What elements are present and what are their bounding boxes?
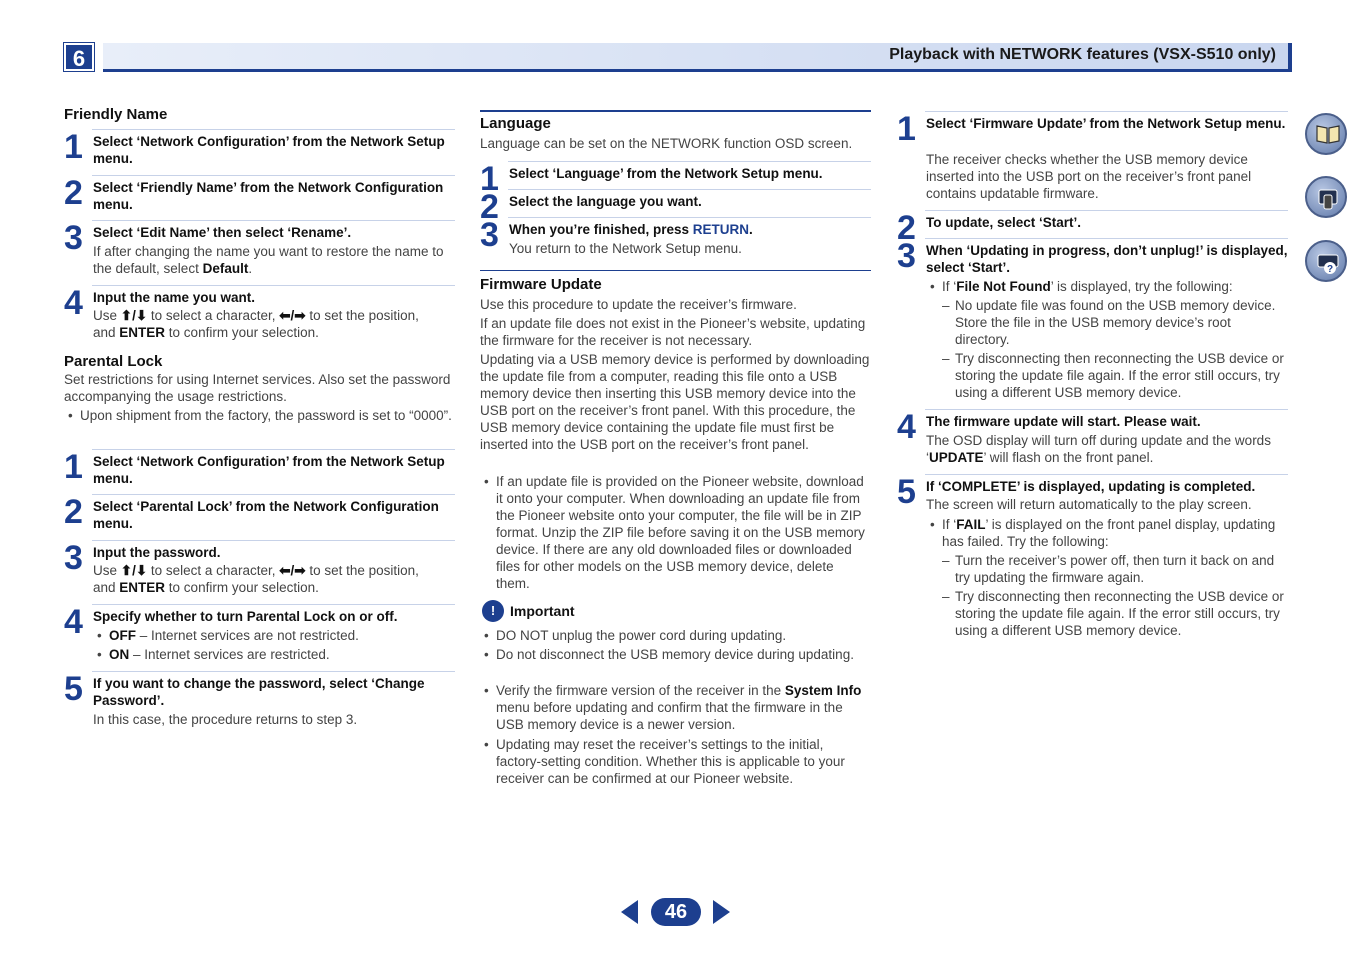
dash-item: – Try disconnecting then reconnecting the USB device or storing the update file again. If the error still occurs, try using a different USB memory device. (941, 350, 1288, 401)
up-down-arrows-icon: ⬆/⬇ (120, 563, 148, 578)
step-number: 1 (480, 160, 499, 198)
step-text: If ‘COMPLETE’ is displayed, updating is completed. (926, 479, 1256, 494)
dash-item: – Turn the receiver’s power off, then turn it back on and try updating the firmware again. (941, 552, 1288, 586)
step-text: When ‘Updating in progress, don’t unplug!’ is displayed, select ‘Start’. (926, 243, 1288, 275)
step-number: 4 (64, 284, 83, 322)
step-number: 2 (480, 188, 499, 226)
bullet-item: • OFF – Internet services are not restricted. (93, 627, 455, 644)
step-rule (92, 285, 455, 286)
step-number: 3 (480, 216, 499, 254)
step-number: 3 (64, 539, 83, 577)
help-icon[interactable] (1305, 240, 1347, 282)
step-rule (925, 409, 1288, 410)
left-right-arrows-icon: ⬅/➡ (279, 308, 306, 323)
step-note: In this case, the procedure returns to step 3. (93, 712, 358, 727)
step-number: 2 (897, 209, 916, 247)
important-heading: Important (510, 603, 575, 619)
step-text: Select ‘Edit Name’ then select ‘Rename’. (93, 225, 352, 240)
section-title-parental-lock: Parental Lock (64, 353, 163, 370)
dash-item: – No update file was found on the USB memory device. Store the file in the USB memory device’s root directory. (941, 297, 1288, 348)
step-text: If you want to change the password, select ‘Change Password’. (93, 676, 425, 708)
section-title-friendly-name: Friendly Name (64, 106, 168, 123)
bullet-item: • Verify the firmware version of the receiver in the System Info menu before updating and confirm that the firmware in the USB memory device is a newer version. (480, 682, 871, 733)
step-rule (92, 494, 455, 495)
step-1 (64, 448, 455, 493)
step-rule (925, 111, 1288, 112)
step-number: 3 (897, 237, 916, 275)
step-text: Select the language you want. (509, 194, 702, 209)
step-rule (92, 449, 455, 450)
step-5 (64, 670, 455, 715)
step-note: You return to the Network Setup menu. (509, 241, 742, 256)
step-number: 4 (897, 408, 916, 446)
bullet-item: • ON – Internet services are restricted. (93, 646, 455, 663)
dash-item: – Try disconnecting then reconnecting the USB device or storing the update file again. If the error still occurs, try using a different USB memory device. (941, 588, 1288, 639)
step-text: Select ‘Friendly Name’ from the Network Configuration menu. (93, 180, 444, 212)
step-number: 1 (64, 128, 83, 166)
step-number: 5 (897, 473, 916, 511)
left-right-arrows-icon: ⬅/➡ (279, 563, 306, 578)
step-text: Select ‘Network Configuration’ from the Network Setup menu. (93, 454, 445, 486)
firmware-paragraph: If an update file does not exist in the Pioneer’s website, updating the firmware for the receiver is not necessary. (480, 316, 866, 348)
step-rule (92, 671, 455, 672)
step-rule (925, 474, 1288, 475)
step-rule (92, 540, 455, 541)
bullet-item: • Do not disconnect the USB memory device during updating. (480, 646, 871, 663)
step-rule (508, 161, 871, 162)
svg-text:?: ? (1327, 264, 1334, 275)
step-rule (508, 189, 871, 190)
step-rule (92, 220, 455, 221)
step-text: The firmware update will start. Please wait. (926, 414, 1201, 429)
step-rule (925, 210, 1288, 211)
step-rule (92, 129, 455, 130)
step-number: 4 (64, 603, 83, 641)
step-number: 1 (64, 448, 83, 486)
step-note: Use ⬆/⬇ to select a character, ⬅/➡ to set the position, and ENTER to confirm your selection. (93, 563, 419, 595)
important-icon: ! (482, 600, 504, 622)
language-intro: Language can be set on the NETWORK function OSD screen. (480, 136, 853, 151)
header-rule (103, 69, 1292, 72)
step-note: The screen will return automatically to the play screen. (926, 497, 1252, 512)
firmware-paragraph: Updating via a USB memory device is performed by downloading the update file from a computer, reading this file onto a USB memory device then inserting this USB memory device into the USB port on the receiver’s front panel. With this procedure, the USB memory device containing the update file must first be inserted into the USB port on the receiver’s front panel. (480, 352, 870, 452)
step-note: If after changing the name you want to restore the name to the default, select Default. (93, 244, 444, 276)
step-text: When you’re finished, press RETURN. (509, 222, 753, 237)
step-text: Select ‘Language’ from the Network Setup menu. (509, 166, 823, 181)
section-title-firmware-update: Firmware Update (480, 276, 602, 293)
step-note: The receiver checks whether the USB memory device inserted into the USB port on the receiver’s front panel contains updatable firmware. (926, 152, 1252, 201)
section-rule (480, 270, 871, 271)
up-down-arrows-icon: ⬆/⬇ (120, 308, 148, 323)
step-number: 2 (64, 174, 83, 212)
step-text: Input the password. (93, 545, 221, 560)
book-icon[interactable] (1305, 113, 1347, 155)
section-rule (480, 110, 871, 112)
firmware-paragraph: Use this procedure to update the receiver’s firmware. (480, 297, 797, 312)
step-text: Select ‘Network Configuration’ from the Network Setup menu. (93, 134, 445, 166)
bullet-item: • If ‘FAIL’ is displayed on the front panel display, updating has failed. Try the following: (926, 516, 1288, 550)
step-1 (897, 110, 1288, 155)
parental-lock-intro: Set restrictions for using Internet services. Also set the password accompanying the usage restrictions. (64, 372, 451, 404)
page-title: Playback with NETWORK features (VSX-S510 only) (889, 46, 1276, 63)
step-number: 5 (64, 670, 83, 708)
bullet-item: • DO NOT unplug the power cord during updating. (480, 627, 871, 644)
remote-control-icon[interactable] (1305, 176, 1347, 218)
bullet-item: • Upon shipment from the factory, the password is set to “0000”. (64, 407, 455, 424)
step-2 (64, 493, 455, 538)
step-text: Select ‘Parental Lock’ from the Network Configuration menu. (93, 499, 439, 531)
step-1 (64, 128, 455, 173)
step-number: 1 (897, 110, 916, 148)
chapter-number: 6 (64, 43, 94, 71)
section-title-language: Language (480, 115, 551, 132)
page-number: 46 (651, 898, 701, 926)
step-text: Specify whether to turn Parental Lock on or off. (93, 609, 398, 624)
step-rule (92, 604, 455, 605)
step-text: Input the name you want. (93, 290, 256, 305)
step-rule (92, 175, 455, 176)
bullet-item: • Updating may reset the receiver’s settings to the initial, factory-setting condition. Whether this is applicable to your receiver can be confirmed at our Pioneer website. (480, 736, 871, 787)
step-2 (64, 174, 455, 219)
step-text: Select ‘Firmware Update’ from the Network Setup menu. (926, 116, 1286, 131)
next-page-arrow-icon[interactable] (713, 900, 730, 924)
bullet-item: • If ‘File Not Found’ is displayed, try the following: (926, 278, 1288, 295)
previous-page-arrow-icon[interactable] (621, 900, 638, 924)
step-number: 3 (64, 219, 83, 257)
step-note: The OSD display will turn off during update and the words ‘UPDATE’ will flash on the front panel. (926, 433, 1271, 465)
step-number: 2 (64, 493, 83, 531)
step-text: To update, select ‘Start’. (926, 215, 1082, 230)
step-rule (925, 238, 1288, 239)
step-rule (508, 217, 871, 218)
bullet-item: • If an update file is provided on the Pioneer website, download it onto your computer. When downloading an update file from the Pioneer website onto your computer, the file will be in ZIP format. Unzip the ZIP file before saving it on the USB memory device. If there are any old downloaded files or downloaded files for other models on the USB memory device, delete them. (480, 473, 871, 592)
header-bar (103, 43, 1292, 70)
step-3 (897, 237, 1288, 282)
step-note: Use ⬆/⬇ to select a character, ⬅/➡ to set the position, and ENTER to confirm your selection. (93, 308, 419, 340)
